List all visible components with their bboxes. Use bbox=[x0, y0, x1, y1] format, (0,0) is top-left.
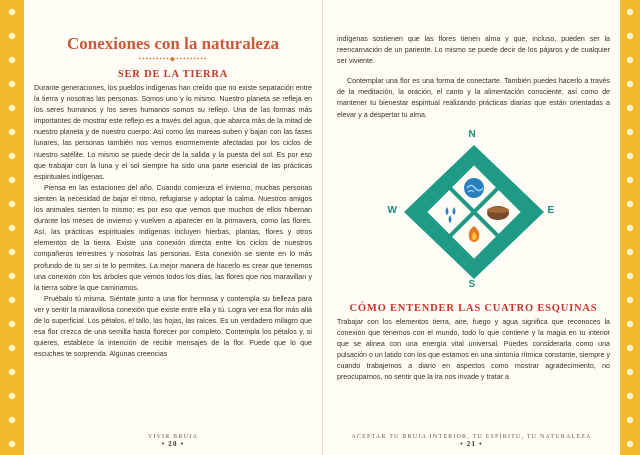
paragraph: Piensa en las estaciones del año. Cuando comienza el invierno, muchas personas sienten la necesidad de bajar el ritmo, refugiarse y adoptar la calma. Nuestros amigos los animales sienten lo mismo; es por eso que vemos que muchos de ellos hibernan durante los meses de invierno y vuelven a aparecer en la primavera, como las flores. Así, las prácticas espirituales indígenas incluyen hierbas, plantas, flores y otros elementos de la tierra. Existe una conexión directa entre los ciclos de nuestros compañeros terrestres y nosotras las personas. Esta conexión se siente en lo más profundo de tu ser si te lo permites. La mejor manera de hacerlo es crear que tenemos una conexión con los árboles que vemos todos los días, las flores que nos maravillan y la tierra sobre la que caminamos. bbox=[34, 183, 312, 292]
paragraph: indígenas sostienen que las flores tienen alma y que, incluso, pueden ser la reencarnación de un pariente. Lo mismo se puede decir de los pájaros y de cualquier ser viviente. bbox=[337, 35, 610, 66]
earth-icon bbox=[487, 206, 509, 220]
right-page bbox=[322, 0, 620, 455]
air-icon bbox=[464, 178, 484, 198]
page-number: • 21 • bbox=[460, 440, 483, 448]
left-decorative-border bbox=[0, 0, 24, 455]
compass-south-label: S bbox=[468, 278, 476, 290]
compass-graphic bbox=[384, 128, 564, 293]
compass-west-label: W bbox=[387, 204, 397, 216]
left-page bbox=[24, 0, 322, 455]
compass-north-label: N bbox=[468, 128, 476, 140]
running-footer-label: ACEPTAR TU BRUJA INTERIOR, TU ESPÍRITU, TU NATURALEZA bbox=[351, 434, 592, 440]
section-heading-cuatro-esquinas: CÓMO ENTENDER LAS CUATRO ESQUINAS bbox=[349, 302, 598, 314]
right-decorative-border bbox=[620, 0, 640, 455]
running-footer-label: VIVIR BRUJA bbox=[147, 434, 199, 440]
left-footer bbox=[24, 434, 322, 448]
paragraph: Pruébalo tú misma. Siéntate junto a una flor hermosa y contempla su belleza para ver y sentir la maravillosa conexión que existe entre ella y tú. Logra ver esa flor más allá de lo superficial. Los pétalos, el tallo, las hojas, las raíces. Es un verdadero milagro que esa flor crezca de una semilla hasta florecer por completo. Contempla los pétalos y, si quieres, establece la intención de recibir mensajes de la flor. Puede que lo que escuches te sorprenda. Algunas creencias bbox=[34, 294, 312, 359]
four-elements-compass bbox=[384, 128, 564, 293]
compass-diamond bbox=[404, 145, 544, 279]
page-title: Conexiones con la naturaleza bbox=[66, 34, 280, 53]
section-heading-ser-de-la-tierra: SER DE LA TIERRA bbox=[117, 69, 229, 80]
paragraph: Contemplar una flor es una forma de conectarte. También puedes hacerlo a través de la meditación, la oración, el canto y la alimentación consciente, así como de mantener tu bienestar espiritual realizando prácticas diarias que están orientadas a elevar y a despertar tu alma. bbox=[337, 77, 610, 119]
paragraph: Durante generaciones, los pueblos indígenas han creído que no existe separación entre la tierra y nosotras las personas. Somos uno y lo mismo. Nuestro planeta se refleja en los seres humanos y los seres humanos somos su reflejo. Una de las formas más importantes de mostrar este reflejo es a través del agua, que abarca más de la mitad de nuestro planeta y de nuestro cuerpo. Así como las mareas suben y bajan con las fases lunares, las personas también nos vemos enormemente afectadas por los ciclos de nuestro satélite. Lo mismo se puede decir de la salida y la puesta del sol. Es por eso que trabajar con la luna y el sol siempre ha sido una parte esencial de las prácticas espirituales indígenas. bbox=[34, 84, 312, 181]
page-number: • 20 • bbox=[161, 440, 185, 448]
right-footer bbox=[323, 434, 620, 448]
paragraph: Trabajar con los elementos tierra, aire, fuego y agua significa que reconoces la conexión que tenemos con el mundo, todo lo que contiene y la magia en tu interior que se alinea con una energía vital universal. Puedes considerarla como una pulsación o un latido con los que estamos en una sintonía rítmica constante, siempre y cuando trabajemos a diario en aspectos como mostrar agradecimiento, no preocuparnos, no sentir que la ira nos invade y tratar a bbox=[337, 317, 610, 382]
compass-east-label: E bbox=[547, 204, 555, 216]
ornament-divider: •••••••••◆••••••••• bbox=[138, 55, 208, 63]
